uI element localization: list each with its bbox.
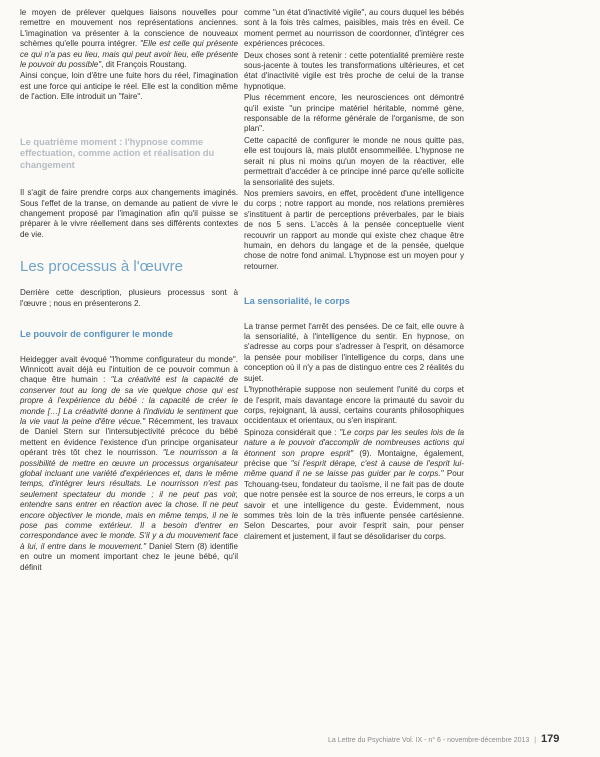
paragraph-text: Pour Tchouang-tseu, fondateur du taoïsme, il ne fait pas de doute que notre pensée est la source de nos erreurs, le corps a un savoir et une intelligence du geste. Évidemment, nous sommes très loin de la très influente pensée cartésienne. Selon Descartes, pour avoir l'esprit sain, pour penser clairement et justement, il faut se désolidariser du corps. (244, 469, 464, 541)
paragraph-text: , dit François Roustang. (101, 60, 187, 70)
paragraph: Deux choses sont à retenir : cette potentialité première reste sous-jacente à toutes les transformations ultérieures, et cet état d'inactivité vigile est très proche de celui de la transe hypnotique. (244, 50, 464, 91)
paragraph: La transe permet l'arrêt des pensées. De ce fait, elle ouvre à la sensorialité, à l'intelligence du sentir. En hypnose, on s'adresse au corps pour s'adresser à l'esprit, on désamorce la pensée pour mobiliser l'intelligence du corps, dans une conception où il n'y a pas de distinguo entre ces 2 réalités du sujet. (244, 321, 464, 383)
paragraph: L'hypnothérapie suppose non seulement l'unité du corps et de l'esprit, mais davantage encore la primauté du savoir du corps, rejoignant, là aussi, certains courants philosophiques occidentaux et orientaux, ou s'en inspirant. (244, 385, 464, 426)
paragraph-text: Heidegger avait évoqué "l'homme configurateur du monde". Winnicott avait déjà eu l'intuition de ce pouvoir commun à chaque être humain : (20, 354, 238, 385)
page-footer (328, 733, 588, 745)
page-number: 179 (541, 733, 560, 745)
subheading-pouvoir: Le pouvoir de configurer le monde (20, 329, 173, 339)
subheading-sensorialite: La sensorialité, le corps (244, 296, 350, 307)
paragraph-text: Récemment, les travaux de Daniel Stern sur l'intersubjectivité précoce du bébé mettent en évidence l'existence d'un principe organisateur opérant très tôt chez le nourrisson. (20, 416, 238, 458)
paragraph: Ainsi conçue, loin d'être une fuite hors du réel, l'imagination est une force qui anticipe le réel. Elle est la condition même de l'action. Elle introduit un "faire". (20, 71, 238, 102)
section-heading-processus: Les processus à l'œuvre (20, 258, 183, 276)
quote: "Le corps par les seules lois de la nature a le pouvoir d'accomplir de nombreuses actions qui étonnent son propre esprit" (244, 427, 465, 458)
journal-name: La Lettre du Psychiatre (328, 737, 400, 744)
paragraph: Cette capacité de configurer le monde ne nous quitte pas, elle est toujours là, mais plutôt ensommeillée. L'hypnose ne serait ni plus ni moins qu'un moyen de la réactiver, elle permettrait d'accéder à ce principe inné parce qu'elle sollicite la sensorialité des sujets. (244, 135, 464, 187)
fourth-moment-heading: Le quatrième moment : l'hypnose comme effectuation, comme action et réalisation du changement (20, 136, 215, 170)
paragraph: Il s'agit de faire prendre corps aux changements imaginés. Sous l'effet de la transe, on demande au patient de vivre le changement proposé par l'imagination afin qu'il puisse se préparer à le vivre réellement dans ses différents contextes de vie. (20, 188, 238, 239)
paragraph: Nos premiers savoirs, en effet, procèdent d'une intelligence du corps ; notre rapport au monde, nos relations premières s'instituent à partir de perceptions préverbales, par le biais de nos 5 sens. L'accès à la pensée conceptuelle vient recouvrir un rapport au monde qui existe chez chaque être humain, en dehors du langage et de la pensée, quelque chose de notre fond animal. L'hypnose est un moyen pour y retourner. (244, 188, 464, 271)
quote: "La créativité est la capacité de conserver tout au long de sa vie quelque chose qui est propre à l'expérience du bébé : la capacité de créer le monde […] La créativité donne à l'individu le sentiment que la vie vaut la peine d'être vécue." (20, 375, 238, 426)
paragraph (20, 8, 238, 70)
paragraph-text: Daniel Stern (8) identifie en outre un moment important chez le jeune bébé, qu'il définit (20, 541, 238, 572)
quote: "Elle est celle qui présente ce qui n'a pas eu lieu, mais qui peut avoir lieu, elle présente le pouvoir du possible" (20, 39, 238, 70)
left-column (20, 8, 238, 574)
paragraph (20, 355, 238, 574)
paragraph-text: le moyen de prélever quelques liaisons nouvelles pour remettre en mouvement nos représentations anciennes. L'imagination va présenter à la conscience de nouveaux schèmes qu'elle pourra intégrer. (20, 8, 238, 49)
footer-separator: | (534, 737, 537, 744)
quote: "Le nourrisson a la possibilité de mettre en œuvre un processus organisateur global incluant une variété d'expériences et, dans le même temps, d'intégrer leurs résultats. Le nourrisson n'est pas seulement spectateur du monde ; il ne peut pas voir, entendre sans entrer en réaction avec la chose. Il ne peut encore objectiver le monde, mais en même temps, il ne le pose pas comme extérieur. Il a besoin d'entrer en correspondance avec le monde. S'il y a du mouvement face à lui, il entre dans le mouvement." (20, 448, 238, 551)
paragraph-text: Spinoza considérait que : (244, 427, 340, 437)
paragraph: Derrière cette description, plusieurs processus sont à l'œuvre ; nous en présenterons 2. (20, 288, 238, 308)
quote: "si l'esprit dérape, c'est à cause de l'esprit lui-même quand il ne se laisse pas guider par le corps." (244, 458, 464, 479)
paragraph-text: (9). Montaigne, également, précise que (244, 448, 464, 468)
right-column (244, 8, 464, 543)
paragraph (244, 428, 464, 542)
paragraph: Plus récemment encore, les neurosciences ont démontré qu'il existe "un principe matériel héritable, nommé gène, responsable de la réforme générale de l'organisme, de son plan". (244, 93, 464, 134)
paragraph: comme "un état d'inactivité vigile", au cours duquel les bébés sont à la fois très calmes, paisibles, mais très en éveil. Ce moment permet au nourrisson de coordonner, d'intégrer ces expériences précoces. (244, 8, 464, 49)
issue-info: Vol. IX - n° 6 - novembre-décembre 2013 (401, 737, 530, 744)
